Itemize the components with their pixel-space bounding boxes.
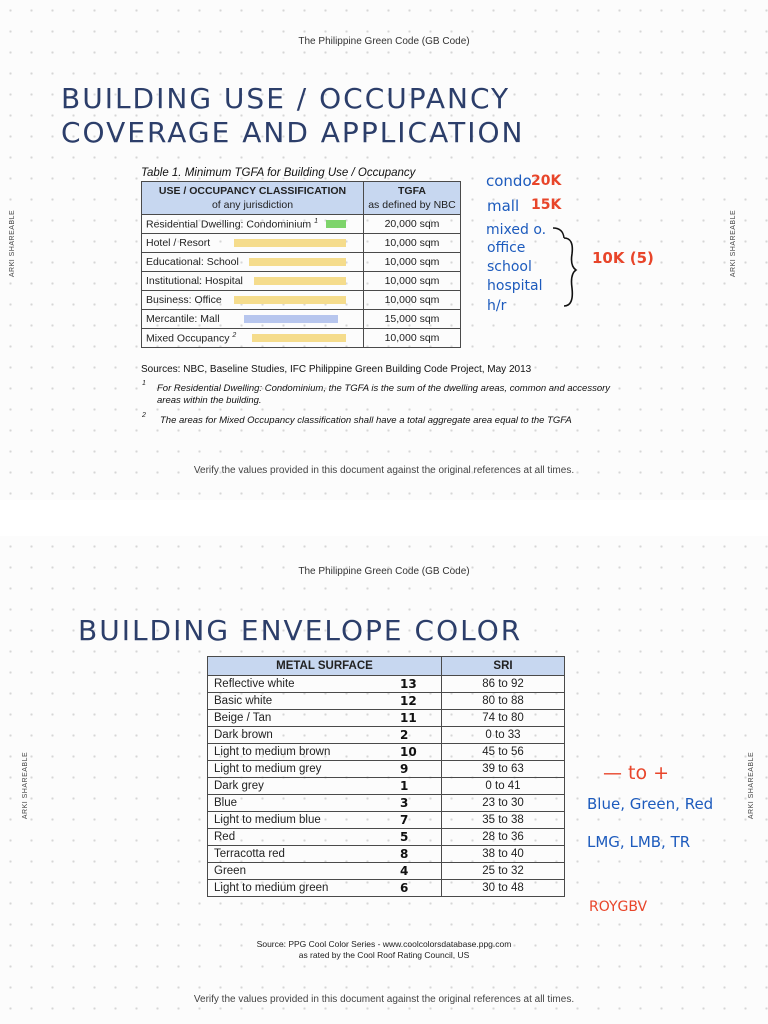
rank-annotation: 7 [400,813,409,827]
highlight-yellow [249,258,346,266]
table-row [208,863,565,880]
rank-annotation: 11 [400,711,417,725]
rank-annotation: 2 [400,728,409,742]
sri-cell: 39 to 63 [442,761,565,778]
surface-text: Beige / Tan [214,712,272,724]
table-row [142,253,461,272]
sri-cell: 28 to 36 [442,829,565,846]
table-header-row [208,657,565,676]
page-header: The Philippine Green Code (GB Code) [298,566,470,577]
source-line-1: Source: PPG Cool Color Series - www.coolcolorsdatabase.ppg.com [256,939,512,949]
classification-text: Mixed Occupancy [146,332,230,345]
highlight-blue [244,315,338,323]
surface-text: Light to medium grey [214,763,322,775]
surface-text: Dark brown [214,729,273,741]
classification-cell [142,329,364,348]
tgfa-cell: 10,000 sqm [364,234,461,253]
surface-text: Dark grey [214,780,264,792]
col-surface-header: METAL SURFACE [208,657,442,676]
classification-text: Mercantile: Mall [146,313,220,325]
title-line-2: COVERAGE AND APPLICATION [61,116,525,149]
highlight-yellow [234,296,346,304]
table-row [208,795,565,812]
footnote-2-mark: 2 [142,412,146,419]
sri-table [207,656,565,897]
rank-annotation: 12 [400,694,417,708]
note-hr: h/r [487,298,507,314]
tgfa-cell: 10,000 sqm [364,272,461,291]
table-row [208,829,565,846]
note-blue-green-red: Blue, Green, Red [587,795,714,813]
page-title [61,82,524,150]
surface-text: Green [214,865,246,877]
col-tgfa-header [364,182,461,215]
sri-cell: 74 to 80 [442,710,565,727]
surface-cell [208,744,442,761]
table-row [208,676,565,693]
table-header-row [142,182,461,215]
curly-brace-icon [560,236,584,308]
note-condo: condo [486,172,532,190]
note-office: office [487,240,526,256]
sri-cell: 0 to 41 [442,778,565,795]
table-row [142,272,461,291]
side-label-right: ARKI SHAREABLE [730,209,738,278]
footnote-2: The areas for Mixed Occupancy classification shall have a total aggregate area equal to the TGFA [160,415,572,426]
tgfa-table [141,181,461,348]
title-line-1: BUILDING USE / OCCUPANCY [61,82,511,115]
note-mall: mall [487,197,520,215]
classification-text: Institutional: Hospital [146,275,243,287]
footnote-1: For Residential Dwelling: Condominium, the TGFA is the sum of the dwelling areas, common and accessory areas within the building. [157,383,611,406]
surface-text: Terracotta red [214,848,285,860]
bracket-arc-icon [551,226,567,240]
surface-text: Blue [214,797,238,809]
classification-cell [142,272,364,291]
table-row [208,761,565,778]
surface-cell [208,761,442,778]
classification-text: Hotel / Resort [146,237,211,249]
table-row [208,778,565,795]
col-tgfa-title: TGFA [398,185,426,197]
side-label-left: ARKI SHAREABLE [9,209,17,278]
col-tgfa-subtitle: as defined by NBC [368,199,456,211]
col-sri-header: SRI [442,657,565,676]
tgfa-cell: 10,000 sqm [364,291,461,310]
footnote-ref: 1 [314,217,318,225]
tgfa-cell: 10,000 sqm [364,329,461,348]
source-line-2: as rated by the Cool Roof Rating Council, US [298,950,470,960]
surface-cell [208,727,442,744]
note-mall-value: 15K [531,197,562,213]
page-1 [0,0,768,500]
sri-cell: 0 to 33 [442,727,565,744]
sri-cell: 35 to 38 [442,812,565,829]
page-header: The Philippine Green Code (GB Code) [298,36,470,47]
tgfa-cell: 15,000 sqm [364,310,461,329]
page-title: BUILDING ENVELOPE COLOR [78,614,523,647]
col-classification-header [142,182,364,215]
note-condo-value: 20K [531,173,562,189]
source-note [0,939,768,961]
surface-cell [208,676,442,693]
table-row [142,310,461,329]
classification-cell [142,215,364,234]
surface-cell [208,829,442,846]
classification-cell [142,234,364,253]
sources-note: Sources: NBC, Baseline Studies, IFC Philippine Green Building Code Project, May 2013 [141,364,532,375]
table-row [142,215,461,234]
note-group-value [592,249,654,267]
sri-cell: 30 to 48 [442,880,565,897]
surface-text: Light to medium brown [214,746,331,758]
tgfa-cell: 10,000 sqm [364,253,461,272]
highlight-yellow [252,334,346,342]
surface-cell [208,863,442,880]
surface-cell [208,795,442,812]
note-minus-plus: — to + [603,762,670,784]
rank-annotation: 10 [400,745,417,759]
rank-annotation: 9 [400,762,409,776]
surface-text: Red [214,831,236,843]
col-classification-subtitle: of any jurisdiction [211,199,294,211]
highlight-yellow [254,277,346,285]
surface-text: Reflective white [214,678,295,690]
highlight-green [326,220,346,228]
surface-text: Basic white [214,695,273,707]
table-row [208,693,565,710]
rank-annotation: 4 [400,864,409,878]
note-lmg-lmb-tr: LMG, LMB, TR [587,833,691,851]
surface-cell [208,778,442,795]
note-group-text: 10K (5) [592,249,654,267]
table-row [208,812,565,829]
table-row [142,234,461,253]
classification-text: Educational: School [146,256,239,268]
page-2 [0,536,768,1024]
note-roygbv: ROYGBV [589,899,648,915]
rank-annotation: 1 [400,779,409,793]
table-row [208,846,565,863]
tgfa-cell: 20,000 sqm [364,215,461,234]
surface-cell [208,880,442,897]
classification-cell [142,310,364,329]
page-footer: Verify the values provided in this document against the original references at all times. [193,465,575,476]
footnote-1-mark: 1 [142,380,146,387]
note-mixed: mixed o. [486,222,547,238]
page-footer: Verify the values provided in this document against the original references at all times. [193,994,575,1005]
rank-annotation: 5 [400,830,409,844]
classification-cell [142,291,364,310]
footnote-ref: 2 [232,331,237,339]
table-caption: Table 1. Minimum TGFA for Building Use / Occupancy [141,167,416,179]
rank-annotation: 8 [400,847,409,861]
col-classification-title: USE / OCCUPANCY CLASSIFICATION [158,185,347,197]
side-label-right: ARKI SHAREABLE [748,751,756,820]
sri-cell: 25 to 32 [442,863,565,880]
surface-cell [208,846,442,863]
surface-cell [208,812,442,829]
sri-cell: 38 to 40 [442,846,565,863]
table-row [208,880,565,897]
surface-text: Light to medium green [214,882,329,894]
rank-annotation: 13 [400,677,417,691]
surface-cell [208,693,442,710]
classification-cell [142,253,364,272]
sri-cell: 80 to 88 [442,693,565,710]
sri-cell: 23 to 30 [442,795,565,812]
note-hospital: hospital [487,278,543,294]
highlight-yellow [234,239,346,247]
side-label-left: ARKI SHAREABLE [22,751,30,820]
sri-cell: 45 to 56 [442,744,565,761]
rank-annotation: 6 [400,881,409,895]
table-row [208,744,565,761]
table-row [208,710,565,727]
table-row [142,329,461,348]
surface-text: Light to medium blue [214,814,321,826]
table-row [208,727,565,744]
rank-annotation: 3 [400,796,409,810]
classification-text: Residential Dwelling: Condominium [146,218,312,231]
note-school: school [487,259,532,275]
surface-cell [208,710,442,727]
classification-text: Business: Office [146,294,222,306]
sri-cell: 86 to 92 [442,676,565,693]
table-row [142,291,461,310]
